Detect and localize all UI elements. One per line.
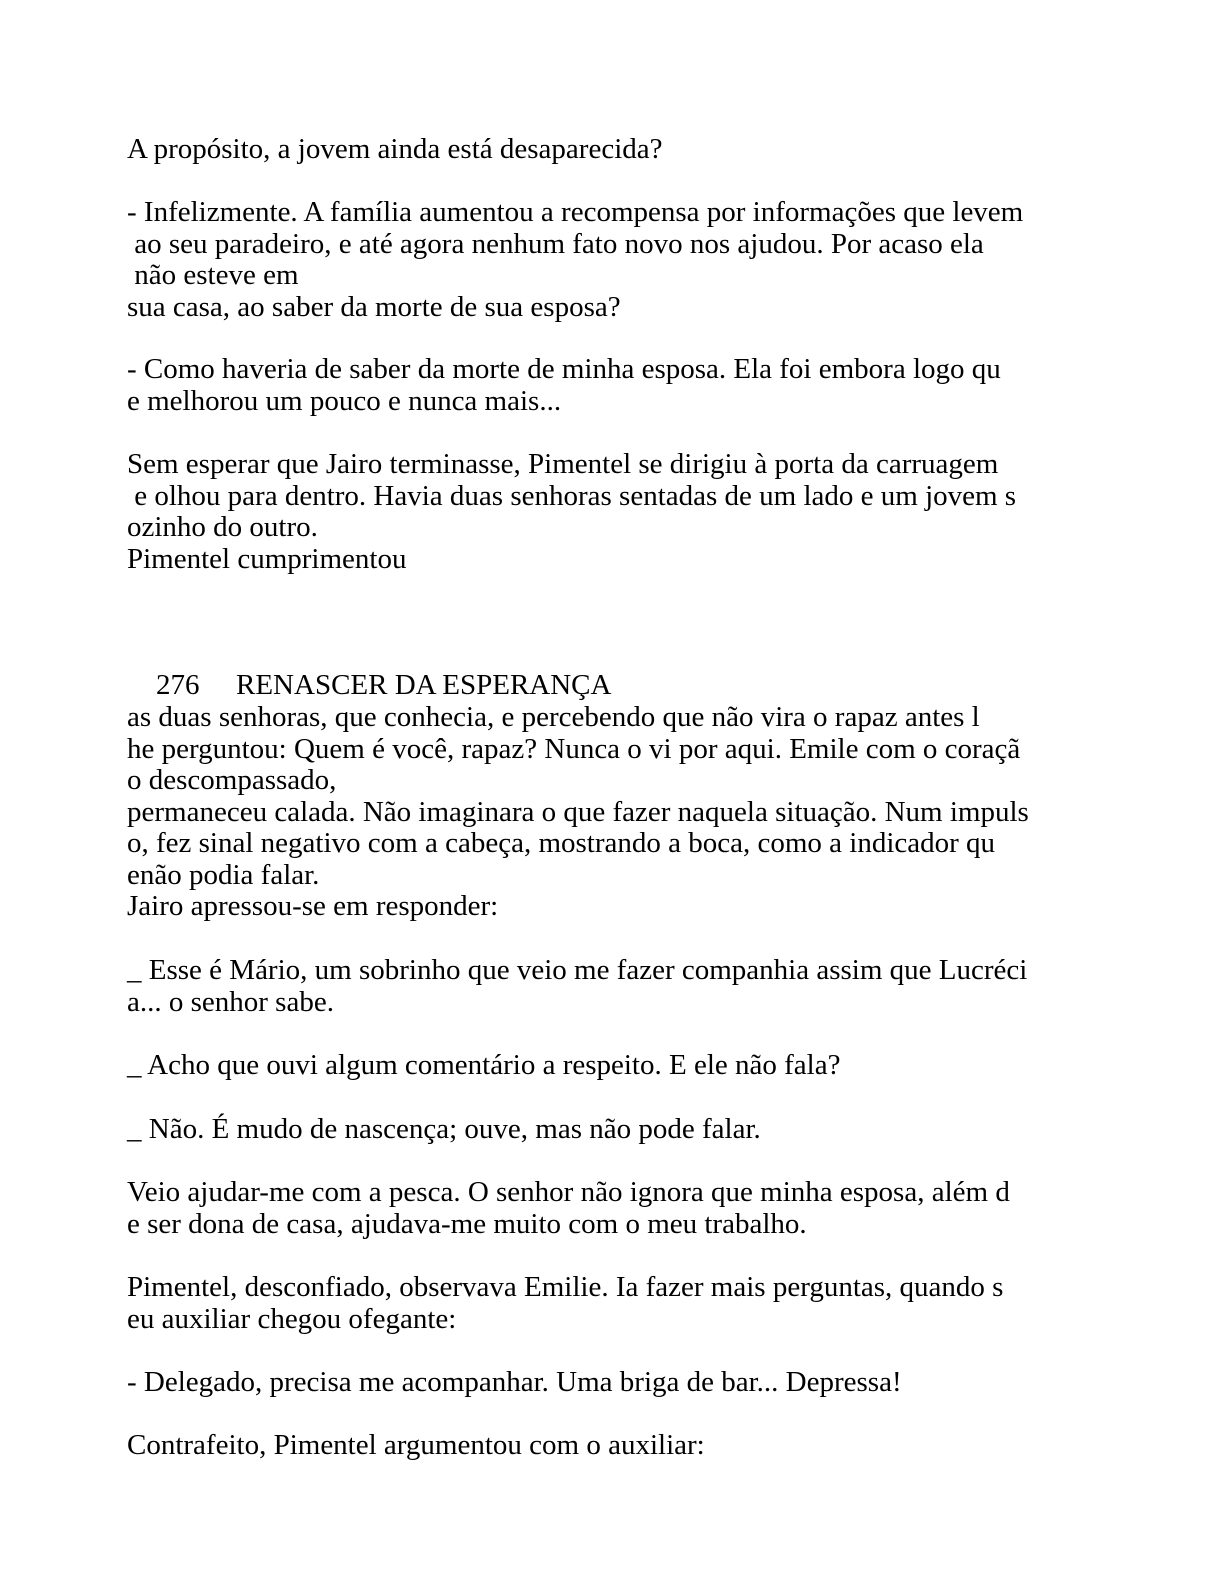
running-title: RENASCER DA ESPERANÇA [236, 668, 612, 701]
paragraph: Veio ajudar-me com a pesca. O senhor não ignora que minha esposa, além d e ser dona de casa, ajudava-me muito com o meu trabalho. [127, 1176, 1010, 1240]
paragraph: Sem esperar que Jairo terminasse, Pimentel se dirigiu à porta da carruagem e olhou para dentro. Havia duas senhoras sentadas de um lado e um jovem s ozinho do outro. Pimentel cumprimentou [127, 448, 1017, 575]
page-number: 276 [156, 668, 200, 701]
paragraph: as duas senhoras, que conhecia, e percebendo que não vira o rapaz antes l he perguntou: Quem é você, rapaz? Nunca o vi por aqui. Emile com o coraçã o descompassado, permaneceu calada. Não imaginara o que fazer naquela situação. Num impuls o, fez sinal negativo com a cabeça, mostrando a boca, como a indicador qu enão podia falar. Jairo apressou-se em responder: [127, 701, 1029, 922]
paragraph: Pimentel, desconfiado, observava Emilie. Ia fazer mais perguntas, quando s eu auxiliar chegou ofegante: [127, 1271, 1004, 1335]
paragraph: A propósito, a jovem ainda está desaparecida? [127, 133, 663, 165]
paragraph: _ Esse é Mário, um sobrinho que veio me fazer companhia assim que Lucréci a... o senhor sabe. [127, 954, 1028, 1018]
paragraph: - Infelizmente. A família aumentou a recompensa por informações que levem ao seu paradeiro, e até agora nenhum fato novo nos ajudou. Por acaso ela não esteve em sua casa, ao saber da morte de sua esposa? [127, 196, 1024, 323]
paragraph: - Delegado, precisa me acompanhar. Uma briga de bar... Depressa! [127, 1366, 902, 1398]
paragraph: _ Não. É mudo de nascença; ouve, mas não pode falar. [127, 1113, 761, 1145]
paragraph: _ Acho que ouvi algum comentário a respeito. E ele não fala? [127, 1049, 841, 1081]
paragraph: Contrafeito, Pimentel argumentou com o auxiliar: [127, 1429, 705, 1461]
paragraph: - Como haveria de saber da morte de minha esposa. Ela foi embora logo qu e melhorou um pouco e nunca mais... [127, 353, 1001, 417]
